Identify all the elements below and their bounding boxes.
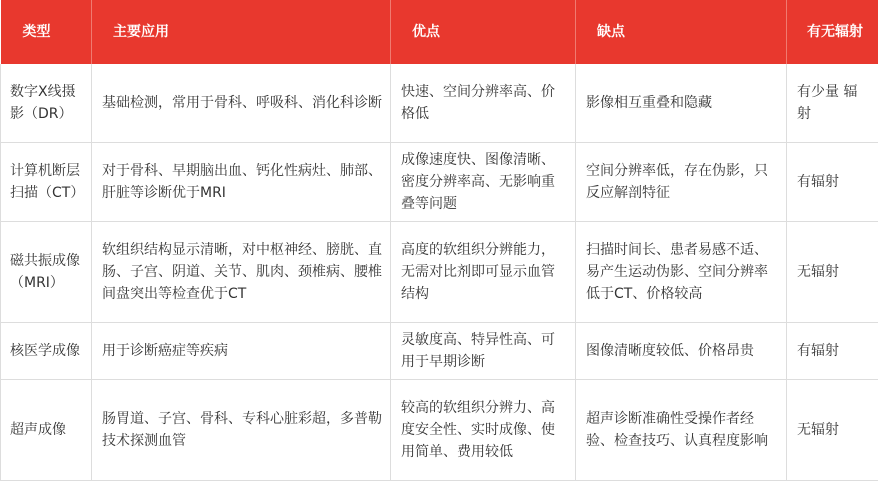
cell-radiation: 有辐射 <box>787 323 878 380</box>
table-row <box>1 64 878 143</box>
cell-cons: 扫描时间长、患者易感不适、易产生运动伪影、空间分辨率低于CT、价格较高 <box>576 222 787 323</box>
header-radiation: 有无辐射 <box>787 0 878 64</box>
cell-type: 核医学成像 <box>1 323 92 380</box>
cell-radiation: 有少量 辐射 <box>787 64 878 143</box>
cell-application: 用于诊断癌症等疾病 <box>92 323 391 380</box>
cell-type: 数字X线摄影（DR） <box>1 64 92 143</box>
cell-application: 肠胃道、子宫、骨科、专科心脏彩超，多普勒技术探测血管 <box>92 380 391 481</box>
cell-pros: 成像速度快、图像清晰、密度分辨率高、无影响重叠等问题 <box>391 143 576 222</box>
cell-radiation: 无辐射 <box>787 380 878 481</box>
cell-cons: 空间分辨率低，存在伪影，只反应解剖特征 <box>576 143 787 222</box>
cell-cons: 影像相互重叠和隐藏 <box>576 64 787 143</box>
cell-type: 超声成像 <box>1 380 92 481</box>
header-pros: 优点 <box>391 0 576 64</box>
cell-radiation: 有辐射 <box>787 143 878 222</box>
cell-application: 软组织结构显示清晰，对中枢神经、膀胱、直肠、子宫、阴道、关节、肌肉、颈椎病、腰椎间盘突出等检查优于CT <box>92 222 391 323</box>
cell-radiation: 无辐射 <box>787 222 878 323</box>
table-row <box>1 222 878 323</box>
cell-type: 计算机断层扫描（CT） <box>1 143 92 222</box>
table-row <box>1 380 878 481</box>
table-row <box>1 323 878 380</box>
table-row <box>1 143 878 222</box>
cell-pros: 高度的软组织分辨能力，无需对比剂即可显示血管结构 <box>391 222 576 323</box>
header-cons: 缺点 <box>576 0 787 64</box>
header-application: 主要应用 <box>92 0 391 64</box>
cell-cons: 图像清晰度较低、价格昂贵 <box>576 323 787 380</box>
cell-application: 基础检测，常用于骨科、呼吸科、消化科诊断 <box>92 64 391 143</box>
cell-application: 对于骨科、早期脑出血、钙化性病灶、肺部、肝脏等诊断优于MRI <box>92 143 391 222</box>
cell-pros: 较高的软组织分辨力、高度安全性、实时成像、使用简单、费用较低 <box>391 380 576 481</box>
cell-pros: 快速、空间分辨率高、价格低 <box>391 64 576 143</box>
header-type: 类型 <box>1 0 92 64</box>
cell-type: 磁共振成像（MRI） <box>1 222 92 323</box>
cell-pros: 灵敏度高、特异性高、可用于早期诊断 <box>391 323 576 380</box>
cell-cons: 超声诊断准确性受操作者经验、检查技巧、认真程度影响 <box>576 380 787 481</box>
table-header-row <box>1 0 878 64</box>
